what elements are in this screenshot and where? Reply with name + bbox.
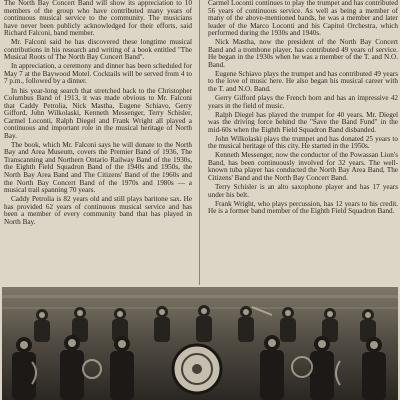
paragraph: Mr. Falconi said he has discovered these longtime musical contributions in his research and writing of a book entitled "The Musical Roots of The North Bay Concert Band".	[4, 38, 192, 62]
paragraph: Gerry Gifford plays the French horn and has an impressive 42 years in the field of music.	[208, 94, 398, 110]
paragraph: The book, which Mr. Falconi says he will donate to the North Bay and Area Museum, covers the Premier Band of 1936, The Transcanning and Northern Ontario Railway Band of the 1930s, the Eighth Field Squadron Band of the 1940s and 1950s, the North Bay Area Band and The Citizens' Band of the 1960s and the North Bay Concert Band of the 1970s and 1980s — a musical trail spanning 70 years.	[4, 140, 192, 195]
article-column-left	[4, 0, 192, 285]
paragraph: Terry Schisler is an alto saxophone player and has 17 years under his belt.	[208, 183, 398, 199]
paragraph: Ralph Diegel has played the trumpet for 40 years. Mr. Diegel was the driving force behind the "Save the Band Fund" in the mid-60s when the Eighth Field Squadron Band disbanded.	[208, 110, 398, 134]
paragraph: Frank Wright, who plays percussion, has 12 years to his credit. He is a former band member of the Eighth Field Squadron Band.	[208, 199, 398, 216]
paragraph: The North Bay Concert Band will show its appreciation to 10 members of the group who have contributed many years of continuous musical service to the community. The musicians have never been publicly acknowledged for their efforts, said Richard Falconi, band member.	[4, 0, 192, 38]
paragraph: Eugene Schiavo plays the trumpet and has contributed 49 years to the love of music here. He also began his musical career with the T. and N.O. Band.	[208, 69, 398, 94]
paragraph: Kenneth Messenger, now the conductor of the Powassan Lion's Band, has been continuously involved for 32 years. The well-known tuba player has conducted the North Bay Area Band, The Citizens' Band and the North Bay Concert Band.	[208, 151, 398, 183]
paragraph: John Wilkolaski plays the trumpet and has donated 25 years to the musical heritage of this city. He started in the 1950s.	[208, 134, 398, 151]
paragraph: In his year-long search that stretched back to the Christopher Columbus Band of 1913, it was made obvious to Mr. Falconi that Caddy Petrolia, Nick Mastha, Eugene Schiavo, Gerry Gifford, John Wilkolaski, Kenneth Messenger, Terry Schisler, Carmel Loconti, Ralph Diegel and Frank Wright all played a continuous and important role in the musical heritage of North Bay.	[4, 86, 192, 140]
column-divider	[199, 0, 200, 285]
article-column-right	[208, 0, 398, 285]
paragraph: Caddy Petrolia is 82 years old and still plays baritone sax. He has provided 62 years of continuous musical service and has been a member of every community band that has played in North Bay.	[4, 195, 192, 226]
paragraph: In appreciation, a ceremony and dinner has been scheduled for May 7 at the Baywood Motel. Cocktails will be served from 4 to 7 p.m., followed by a dinner.	[4, 62, 192, 86]
paragraph: Nick Mastha, now the president of the North Bay Concert Band and a trombone player, has contributed 49 years of service. He began in the 1930s when he was a member of the T. and N.O. Band.	[208, 38, 398, 69]
paragraph: Carmel Loconti continues to play the trumpet and has contributed 56 years of continuous service. As well as being a member of many of the above-mentioned bands, he was a member and later leader of the Marco Loconti and his Capitol Orchestra, which performed during the 1930s and 1940s.	[208, 0, 398, 38]
band-photo-image	[2, 287, 398, 400]
band-photo	[2, 287, 398, 400]
